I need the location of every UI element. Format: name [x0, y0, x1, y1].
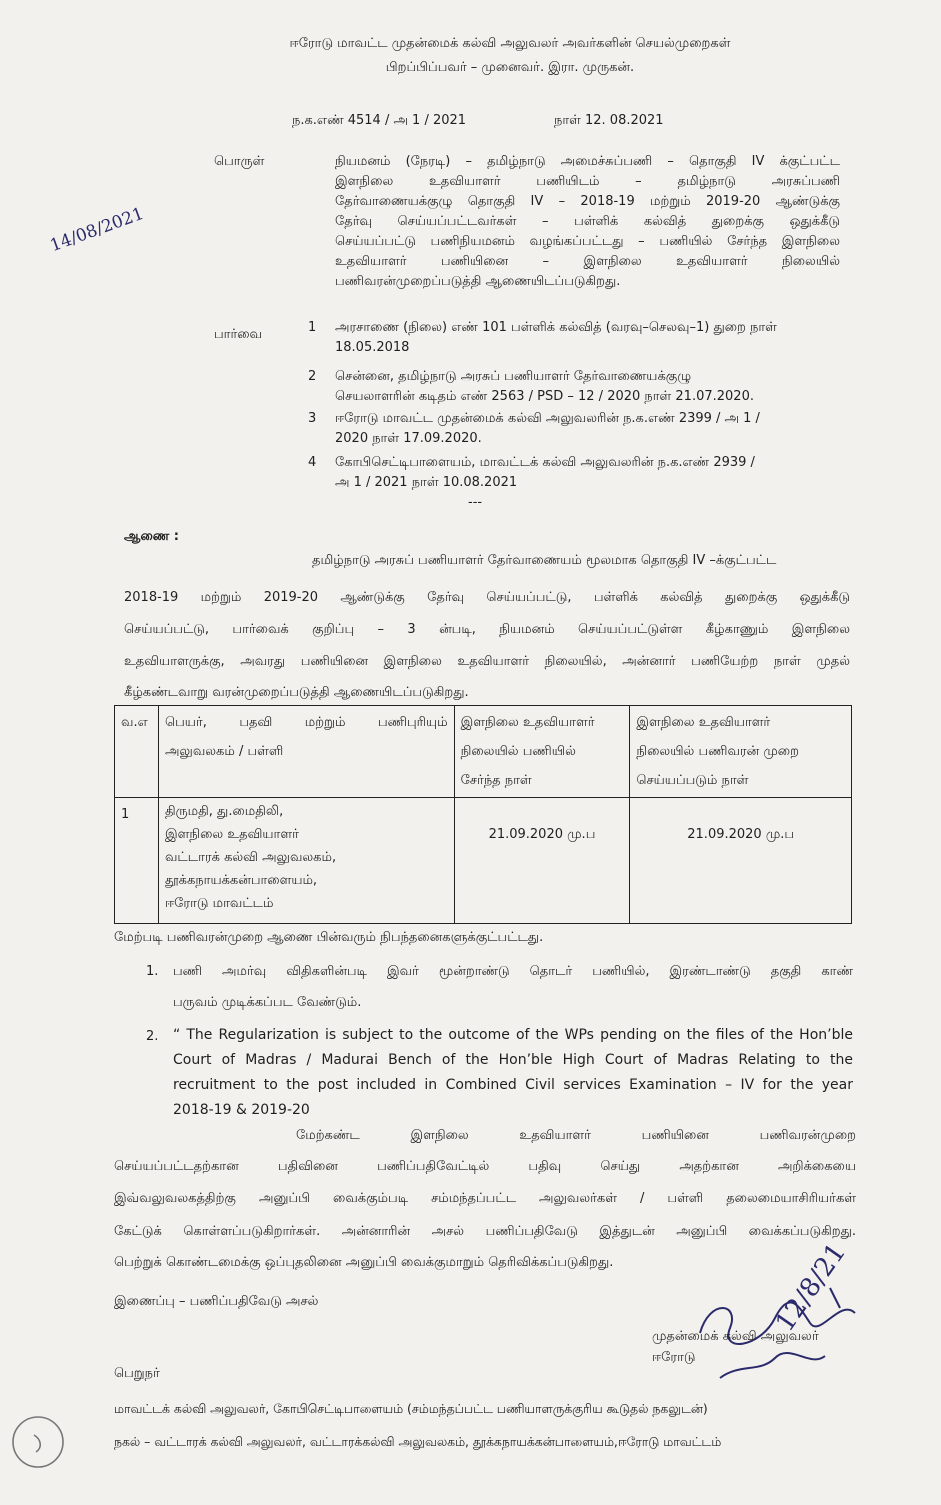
- reference-item-number: 3: [308, 411, 317, 426]
- signature-title: முதன்மைக் கல்வி அலுவலர்: [652, 1329, 819, 1344]
- condition-line: 2018-19 & 2019-20: [173, 1102, 310, 1118]
- condition-line: பணி அமர்வு விதிகளின்படி இவர் மூன்றாண்டு தொடர் பணியில், இரண்டாண்டு தகுதி காண்: [173, 964, 853, 979]
- regularized-date-value: 21.09.2020 மு.ப: [687, 827, 795, 842]
- references-label: பார்வை: [214, 327, 263, 342]
- signature-place: ஈரோடு: [652, 1350, 696, 1365]
- closing-line: செய்யப்பட்டதற்கான பதிவினை பணிப்பதிவேட்டில் பதிவு செய்து அதற்கான அறிக்கையை: [114, 1159, 856, 1174]
- subject-line: தேர்வாணையக்குழு தொகுதி IV – 2018-19 மற்றும் 2019-20 ஆண்டுக்கு: [335, 194, 840, 209]
- closing-line: இவ்வலுவலகத்திற்கு அனுப்பி வைக்கும்படி சம்மந்தப்பட்ட அலுவலர்கள் / பள்ளி தலைமையாசிரியர்கள்: [114, 1191, 856, 1206]
- subject-text: [335, 152, 840, 292]
- condition-line: “ The Regularization is subject to the outcome of the WPs pending on the files of the Hon’ble: [173, 1027, 853, 1043]
- closing-line: கேட்டுக் கொள்ளப்படுகிறார்கள். அன்னாரின் அசல் பணிப்பதிவேடு இத்துடன் அனுப்பி வைக்கப்படுகிறது.: [114, 1224, 856, 1239]
- regularization-table: [114, 705, 852, 924]
- header-text: நிலையில் பணியில்: [460, 744, 576, 759]
- header-text: இளநிலை உதவியாளர்: [636, 715, 771, 730]
- condition-line: recruitment to the post included in Combined Civil services Examination – IV for the year: [173, 1077, 853, 1093]
- copy-line: நகல் – வட்டாரக் கல்வி அலுவலர், வட்டாரக்கல்வி அலுவலகம், தூக்கநாயக்கன்பாளையம்,ஈரோடு மாவட்டம்: [114, 1434, 722, 1449]
- references-separator: ---: [468, 495, 483, 510]
- header-text: செய்யப்படும் நாள்: [636, 773, 749, 788]
- header-regularization-date: [630, 706, 852, 798]
- closing-line: மேற்கண்ட இளநிலை உதவியாளர் பணியினை பணிவரன்முறை: [296, 1128, 856, 1143]
- subject-line: பணிவரன்முறைப்படுத்தி ஆணையிடப்படுகிறது.: [335, 274, 621, 289]
- header-text: வ.எ: [121, 715, 148, 730]
- subject-line: தேர்வு செய்யப்பட்டவர்கள் – பள்ளிக் கல்வித் துறைக்கு ஒதுக்கீடு: [335, 214, 840, 229]
- reference-item-3: [335, 409, 760, 449]
- detail-line: திருமதி, து.மைதிலி,: [164, 804, 284, 819]
- subject-label: பொருள்: [214, 154, 265, 169]
- reference-item-number: 2: [308, 369, 317, 384]
- table-row: [115, 798, 852, 924]
- reference-item-2: [335, 367, 754, 407]
- condition-line: Court of Madras / Madurai Bench of the Hon’ble High Court of Madras Relating to the: [173, 1052, 853, 1068]
- reference-line: 18.05.2018: [335, 340, 410, 355]
- condition-line: பருவம் முடிக்கப்பட வேண்டும்.: [173, 995, 362, 1010]
- signature-date: 12/8/21: [770, 1237, 853, 1338]
- enclosure: இணைப்பு – பணிப்பதிவேடு அசல்: [114, 1294, 319, 1309]
- header-name-designation: [158, 706, 454, 798]
- order-line: உதவியாளருக்கு, அவரது பணியினை இளநிலை உதவியாளர் நிலையில், அன்னார் பணியேற்ற நாள் முதல்: [124, 654, 850, 669]
- reference-line: அரசாணை (நிலை) எண் 101 பள்ளிக் கல்வித் (வரவு–செலவு–1) துறை நாள்: [335, 320, 777, 335]
- reference-item-number: 1: [308, 320, 317, 335]
- reference-date: நாள் 12. 08.2021: [554, 113, 664, 128]
- header-text: சேர்ந்த நாள்: [460, 773, 532, 788]
- row-details: [158, 798, 454, 924]
- detail-line: தூக்கநாயக்கன்பாளையம்,: [164, 873, 318, 888]
- order-line: செய்யப்பட்டு, பார்வைக் குறிப்பு – 3 ன்படி, நியமனம் செய்யப்பட்டுள்ள கீழ்காணும் இளநிலை: [124, 622, 850, 637]
- reference-item-1: [335, 318, 777, 358]
- header-joined-date: [454, 706, 630, 798]
- detail-line: வட்டாரக் கல்வி அலுவலகம்,: [164, 850, 337, 865]
- reference-line: கோபிசெட்டிபாளையம், மாவட்டக் கல்வி அலுவலரின் ந.க.எண் 2939 /: [335, 455, 755, 470]
- row-serial: 1: [115, 798, 159, 924]
- margin-note: 14/08/2021: [47, 203, 147, 257]
- reference-number: ந.க.எண் 4514 / அ 1 / 2021: [292, 113, 467, 128]
- table-header-row: [115, 706, 852, 798]
- row-joined-date: [454, 798, 630, 924]
- joined-date-value: 21.09.2020 மு.ப: [488, 827, 596, 842]
- header-line-1: ஈரோடு மாவட்ட முதன்மைக் கல்வி அலுவலர் அவர்களின் செயல்முறைகள்: [289, 36, 731, 51]
- header-text: நிலையில் பணிவரன் முறை: [636, 744, 799, 759]
- reference-line: ஈரோடு மாவட்ட முதன்மைக் கல்வி அலுவலரின் ந.க.எண் 2399 / அ 1 /: [335, 411, 760, 426]
- conditions-intro: மேற்படி பணிவரன்முறை ஆணை பின்வரும் நிபந்தனைகளுக்குட்பட்டது.: [114, 930, 544, 945]
- reference-line: செயலாளரின் கடிதம் எண் 2563 / PSD – 12 / 2020 நாள் 21.07.2020.: [335, 389, 754, 404]
- condition-number: 2.: [146, 1029, 159, 1044]
- subject-line: செய்யப்பட்டு பணிநியமனம் வழங்கப்பட்டது – பணியில் சேர்ந்த இளநிலை: [335, 234, 840, 249]
- header-serial: [115, 706, 159, 798]
- reference-line: சென்னை, தமிழ்நாடு அரசுப் பணியாளர் தேர்வாணையக்குழு: [335, 369, 692, 384]
- header-line-2: பிறப்பிப்பவர் – முனைவர். இரா. முருகன்.: [385, 60, 635, 75]
- detail-line: ஈரோடு மாவட்டம்: [164, 896, 274, 911]
- detail-line: இளநிலை உதவியாளர்: [164, 827, 299, 842]
- order-label: ஆணை :: [124, 529, 180, 544]
- reference-line: அ 1 / 2021 நாள் 10.08.2021: [335, 475, 518, 490]
- header-text: இளநிலை உதவியாளர்: [460, 715, 595, 730]
- order-line: தமிழ்நாடு அரசுப் பணியாளர் தேர்வாணையம் மூலமாக தொகுதி IV –க்குட்பட்ட: [312, 553, 777, 568]
- condition-number: 1.: [146, 964, 159, 979]
- subject-line: இளநிலை உதவியாளர் பணியிடம் – தமிழ்நாடு அரசுப்பணி: [335, 174, 840, 189]
- header-text: பெயர், பதவி மற்றும் பணிபுரியும்: [164, 715, 448, 730]
- order-line: 2018-19 மற்றும் 2019-20 ஆண்டுக்கு தேர்வு செய்யப்பட்டு, பள்ளிக் கல்வித் துறைக்கு ஒதுக்கீடு: [124, 590, 850, 605]
- circle-mark-icon: [6, 1410, 70, 1474]
- subject-line: நியமனம் (நேரடி) – தமிழ்நாடு அமைச்சுப்பணி – தொகுதி IV க்குட்பட்ட: [335, 154, 840, 169]
- closing-line: பெற்றுக் கொண்டமைக்கு ஒப்புதலினை அனுப்பி வைக்குமாறும் தெரிவிக்கப்படுகிறது.: [114, 1255, 614, 1270]
- header-text: அலுவலகம் / பள்ளி: [164, 744, 284, 759]
- recipient-line: மாவட்டக் கல்வி அலுவலர், கோபிசெட்டிபாளையம் (சம்மந்தப்பட்ட பணியாளருக்குரிய கூடுதல் நகலுடன்): [114, 1401, 708, 1416]
- reference-item-number: 4: [308, 455, 317, 470]
- recipients-label: பெறுநர்: [114, 1366, 160, 1381]
- reference-item-4: [335, 453, 755, 493]
- reference-line: 2020 நாள் 17.09.2020.: [335, 431, 482, 446]
- row-regularized-date: [630, 798, 852, 924]
- order-line: கீழ்கண்டவாறு வரன்முறைப்படுத்தி ஆணையிடப்படுகிறது.: [124, 685, 469, 700]
- subject-line: உதவியாளர் பணியினை – இளநிலை உதவியாளர் நிலையில்: [335, 254, 840, 269]
